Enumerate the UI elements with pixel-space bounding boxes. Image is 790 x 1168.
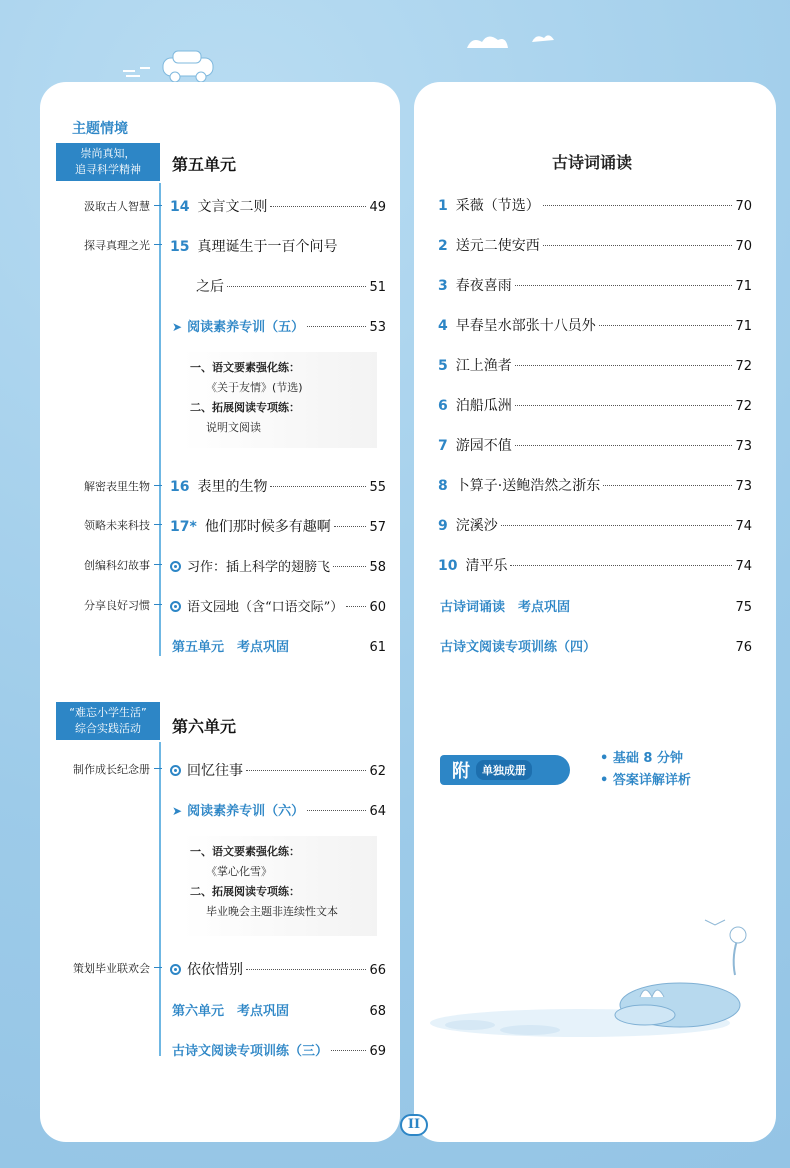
poem-title: 江上渔者 <box>455 358 512 374</box>
leader-dots <box>515 445 733 446</box>
lesson-title: 阅读素养专训（六） <box>187 804 305 819</box>
toc-row[interactable] <box>438 355 752 375</box>
review-title: 古诗词诵读 考点巩固 <box>440 600 571 615</box>
sub-item: 《掌心化雪》 <box>206 865 272 878</box>
arrow-icon: ➤ <box>172 804 183 818</box>
page-number-badge: II <box>400 1114 428 1136</box>
page-number: 55 <box>369 480 386 495</box>
appendix-badge <box>440 755 570 785</box>
toc-row[interactable] <box>438 275 752 295</box>
toc-row[interactable] <box>438 395 752 415</box>
lesson-title: 习作：插上科学的翅膀飞 <box>187 560 331 575</box>
poem-title: 送元二使安西 <box>455 238 540 254</box>
lesson-title: 文言文二则 <box>197 199 268 215</box>
toc-row[interactable] <box>438 515 752 535</box>
unit5-timeline <box>159 183 161 656</box>
toc-row[interactable] <box>438 475 752 495</box>
unit5-theme-line2: 追寻科学精神 <box>75 163 141 176</box>
lotus-pond-illustration <box>430 905 770 1045</box>
sub-item: 毕业晚会主题非连续性文本 <box>206 905 338 918</box>
page-number: 49 <box>369 200 386 215</box>
lesson-title: 第六单元 考点巩固 <box>172 1004 290 1019</box>
leader-dots <box>270 206 366 207</box>
page-number: 66 <box>369 963 386 978</box>
toc-row[interactable] <box>170 596 386 615</box>
page-number: 58 <box>369 560 386 575</box>
page-number: 53 <box>369 320 386 335</box>
toc-row[interactable] <box>438 315 752 335</box>
side-label: 领略未来科技 <box>42 517 150 533</box>
review-title: 古诗文阅读专项训练（四） <box>440 640 597 655</box>
lesson-title: 第五单元 考点巩固 <box>172 640 290 655</box>
lesson-title: 古诗文阅读专项训练（三） <box>172 1044 329 1059</box>
toc-row[interactable] <box>170 516 386 536</box>
unit5-theme-box <box>56 143 160 181</box>
unit5-title: 第五单元 <box>172 155 237 174</box>
side-label: 策划毕业联欢会 <box>42 960 150 976</box>
leader-dots <box>246 969 366 970</box>
car-illustration <box>118 46 218 86</box>
sub-item: 二、拓展阅读专项练： <box>190 885 300 898</box>
target-icon <box>170 765 181 776</box>
poem-title: 春夜喜雨 <box>455 278 512 294</box>
toc-row[interactable] <box>440 596 752 615</box>
toc-row[interactable] <box>196 276 386 296</box>
page-number: 71 <box>735 319 752 334</box>
poem-number: 9 <box>438 518 448 534</box>
target-icon <box>170 601 181 612</box>
leader-dots <box>543 205 733 206</box>
leader-dots <box>603 485 732 486</box>
sub-item: 二、拓展阅读专项练： <box>190 401 300 414</box>
leader-dots <box>501 525 733 526</box>
poem-title: 早春呈水部张十八员外 <box>455 318 596 334</box>
poetry-section-title: 古诗词诵读 <box>552 153 633 172</box>
poem-title: 游园不值 <box>455 438 512 454</box>
unit6-theme-line1: “难忘小学生活” <box>69 706 147 719</box>
appendix-item: • 答案详解详析 <box>600 770 691 792</box>
leader-dots <box>515 365 733 366</box>
leader-dots <box>515 405 733 406</box>
lesson-number: 16 <box>170 479 190 495</box>
unit6-title: 第六单元 <box>172 717 237 736</box>
poem-title: 泊船瓜洲 <box>455 398 512 414</box>
cloud-icon <box>462 26 562 56</box>
page-number: 64 <box>369 804 386 819</box>
leader-dots <box>515 285 733 286</box>
lesson-number: 14 <box>170 199 190 215</box>
leader-dots <box>331 1050 366 1051</box>
poem-number: 6 <box>438 398 448 414</box>
sub-item: 《关于友情》(节选) <box>206 381 303 394</box>
toc-row[interactable] <box>172 1040 386 1059</box>
toc-row[interactable] <box>170 556 386 575</box>
leader-dots <box>333 566 366 567</box>
poem-title: 浣溪沙 <box>455 518 498 534</box>
lesson-title: 他们那时候多有趣啊 <box>204 519 331 535</box>
side-label: 创编科幻故事 <box>42 557 150 573</box>
appendix-label: 附 <box>452 761 470 782</box>
leader-dots <box>346 606 366 607</box>
unit6-theme-line2: 综合实践活动 <box>75 722 141 735</box>
lesson-title: 之后 <box>196 279 224 295</box>
poem-number: 7 <box>438 438 448 454</box>
page-number: 51 <box>369 280 386 295</box>
poem-number: 2 <box>438 238 448 254</box>
leader-dots <box>227 286 366 287</box>
sub-item: 一、语文要素强化练： <box>190 361 300 374</box>
toc-row[interactable] <box>172 316 386 335</box>
leader-dots <box>510 565 732 566</box>
toc-row[interactable] <box>170 760 386 780</box>
poem-number: 5 <box>438 358 448 374</box>
lesson-title: 表里的生物 <box>197 479 268 495</box>
poem-title: 清平乐 <box>465 558 508 574</box>
arrow-icon: ➤ <box>172 320 183 334</box>
page-number: 68 <box>369 1004 386 1019</box>
toc-row[interactable] <box>438 435 752 455</box>
page-number: 74 <box>735 559 752 574</box>
side-label: 分享良好习惯 <box>42 597 150 613</box>
page-number: 60 <box>369 600 386 615</box>
appendix-items <box>600 748 691 792</box>
leader-dots <box>543 245 733 246</box>
toc-row[interactable] <box>170 196 386 216</box>
toc-row[interactable] <box>438 195 752 215</box>
unit5-sub-box <box>182 352 377 448</box>
page-number: 72 <box>735 359 752 374</box>
toc-row[interactable] <box>172 1000 386 1019</box>
page-number: 71 <box>735 279 752 294</box>
page-number: 72 <box>735 399 752 414</box>
lesson-title: 依依惜别 <box>187 962 243 978</box>
poem-number: 8 <box>438 478 448 494</box>
target-icon <box>170 561 181 572</box>
leader-dots <box>599 325 733 326</box>
theme-heading: 主题情境 <box>72 121 128 137</box>
page-number: 75 <box>735 600 752 615</box>
poem-number: 1 <box>438 198 448 214</box>
lesson-number: 15 <box>170 239 190 255</box>
sub-item: 说明文阅读 <box>206 421 261 434</box>
poem-title: 卜算子·送鲍浩然之浙东 <box>455 478 601 494</box>
side-label: 探寻真理之光 <box>42 237 150 253</box>
leader-dots <box>307 326 366 327</box>
poem-number: 10 <box>438 558 458 574</box>
page-number: 61 <box>369 640 386 655</box>
page-number: 74 <box>735 519 752 534</box>
page-number: 76 <box>735 640 752 655</box>
appendix-item: • 基础 8 分钟 <box>600 748 691 770</box>
lesson-title: 真理诞生于一百个问号 <box>197 239 338 255</box>
page-number: 73 <box>735 439 752 454</box>
leader-dots <box>334 526 367 527</box>
leader-dots <box>246 770 366 771</box>
lesson-title: 语文园地（含“口语交际”） <box>187 600 344 615</box>
page-number: 70 <box>735 199 752 214</box>
page-number: 70 <box>735 239 752 254</box>
side-label: 制作成长纪念册 <box>42 761 150 777</box>
appendix-sub: 单独成册 <box>476 760 532 780</box>
page-number: 69 <box>369 1044 386 1059</box>
leader-dots <box>270 486 366 487</box>
unit6-timeline <box>159 742 161 1056</box>
toc-row[interactable] <box>438 235 752 255</box>
lesson-title: 阅读素养专训（五） <box>187 320 305 335</box>
toc-row[interactable] <box>172 800 386 819</box>
poem-number: 4 <box>438 318 448 334</box>
poem-number: 3 <box>438 278 448 294</box>
toc-row[interactable] <box>438 555 752 575</box>
unit5-theme-line1: 崇尚真知， <box>80 147 136 160</box>
sub-item: 一、语文要素强化练： <box>190 845 300 858</box>
unit6-sub-box <box>182 836 377 936</box>
page-number: 73 <box>735 479 752 494</box>
poem-title: 采薇（节选） <box>455 198 540 214</box>
page-number: 62 <box>369 764 386 779</box>
toc-row[interactable] <box>170 236 386 256</box>
leader-dots <box>307 810 366 811</box>
lesson-title: 回忆往事 <box>187 763 243 779</box>
side-label: 解密表里生物 <box>42 478 150 494</box>
target-icon <box>170 964 181 975</box>
toc-row[interactable] <box>170 476 386 496</box>
page-number: 57 <box>369 520 386 535</box>
toc-row[interactable] <box>170 959 386 979</box>
toc-row[interactable] <box>172 636 386 655</box>
toc-row[interactable] <box>440 636 752 655</box>
side-label: 汲取古人智慧 <box>42 198 150 214</box>
unit6-theme-box <box>56 702 160 740</box>
lesson-number: 17* <box>170 519 197 535</box>
